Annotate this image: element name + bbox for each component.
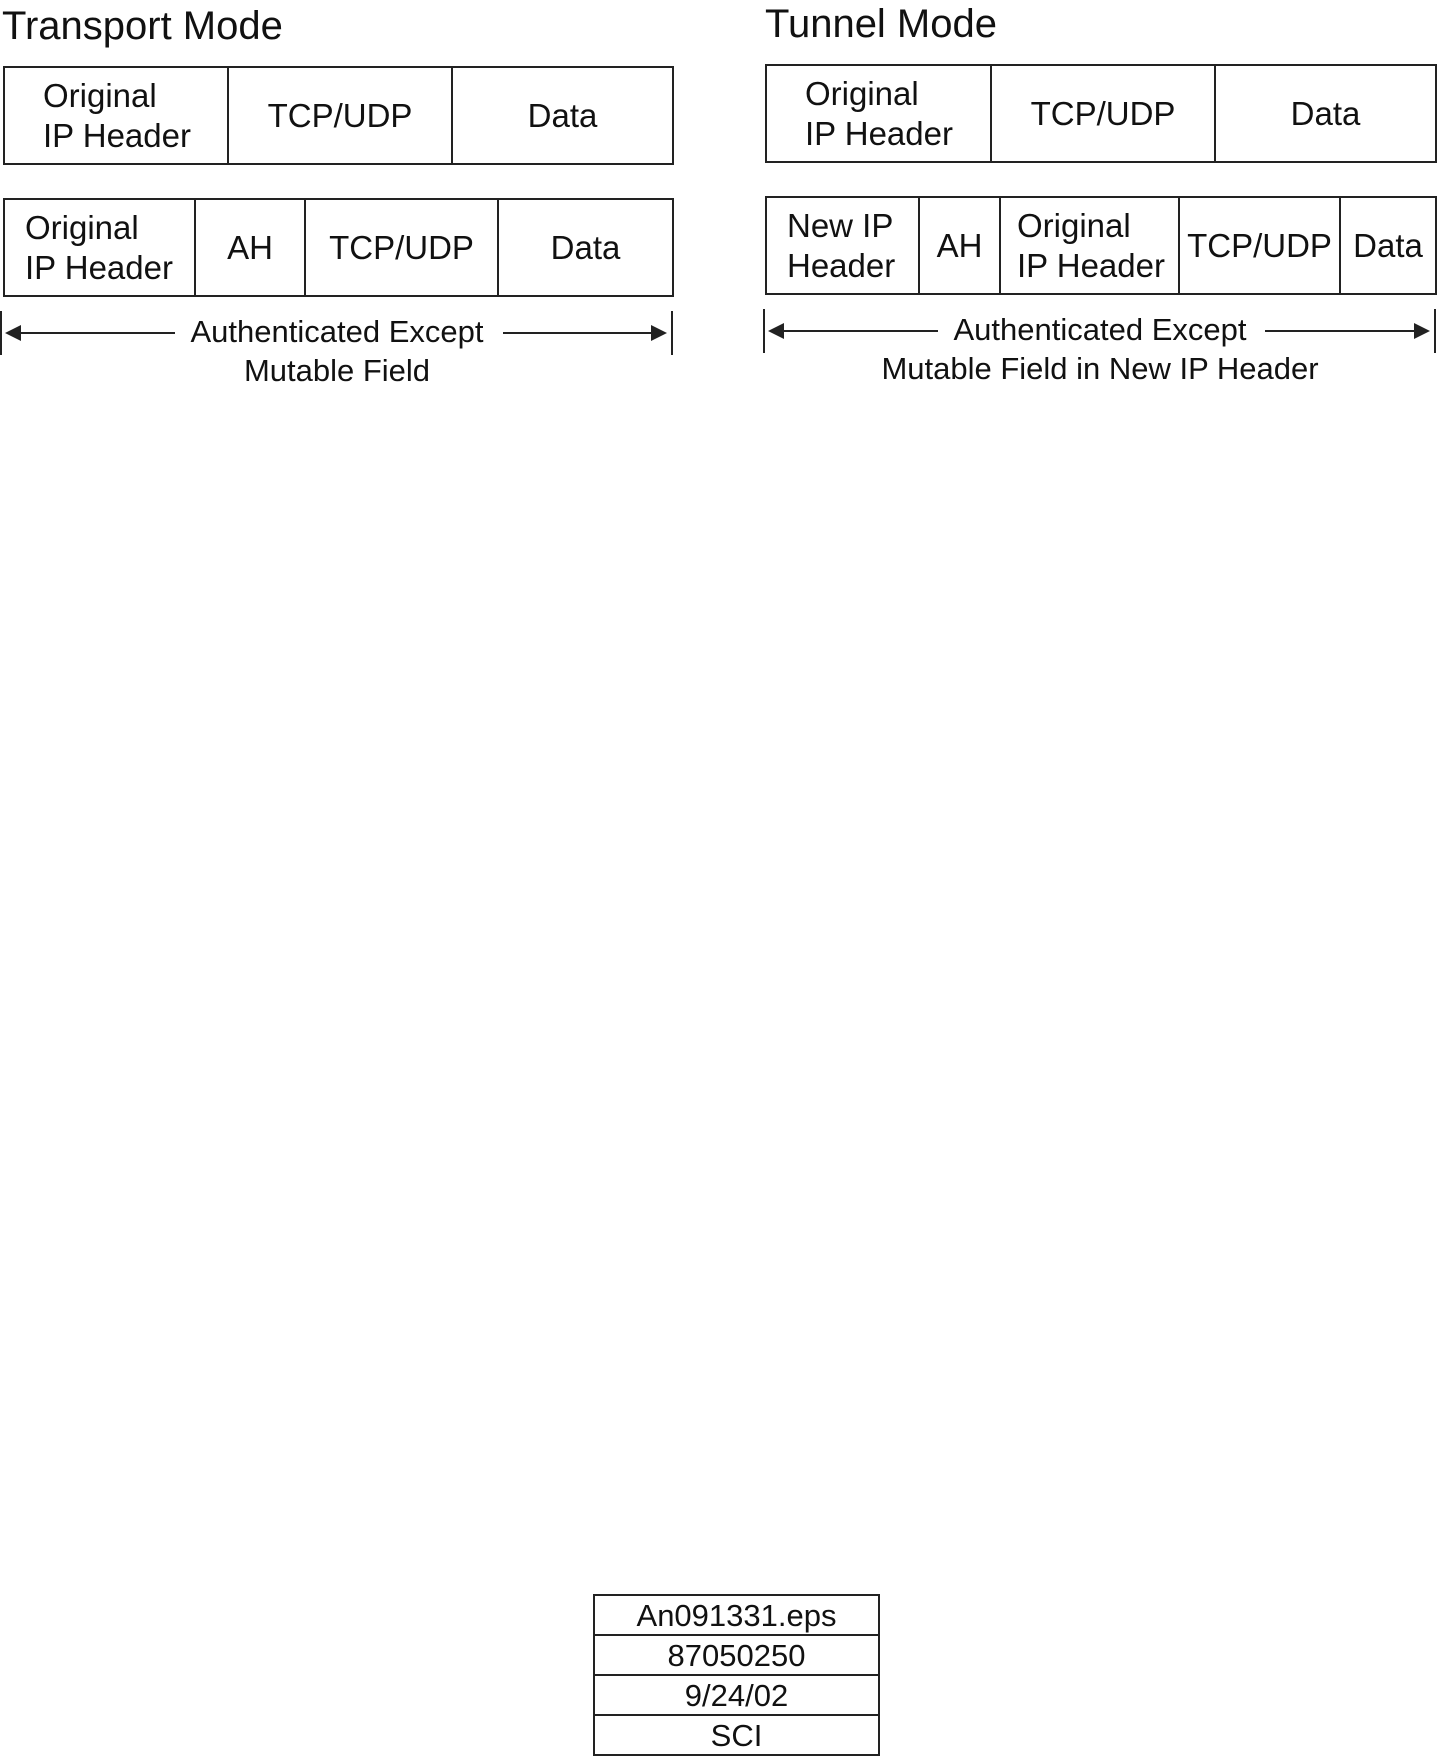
- packet-field-tcp-udp: TCP/UDP: [1180, 198, 1341, 293]
- tunnel-auth-caption: [763, 311, 1437, 389]
- packet-field-tcp-udp: TCP/UDP: [306, 200, 499, 295]
- packet-field-ah: AH: [196, 200, 306, 295]
- stamp-date: 9/24/02: [595, 1676, 878, 1716]
- transport-auth-caption: [0, 313, 674, 391]
- stamp-code: SCI: [710, 1717, 763, 1753]
- packet-field-ah: AH: [920, 198, 1001, 293]
- packet-field-original-ip-header: Original IP Header: [5, 68, 229, 163]
- packet-field-new-ip-header: New IP Header: [767, 198, 920, 293]
- packet-field-original-ip-header: Original IP Header: [767, 66, 992, 161]
- tunnel-mode-title: Tunnel Mode: [765, 2, 997, 46]
- stamp-filename: An091331.eps: [595, 1596, 878, 1636]
- tunnel-auth-line1: Authenticated Except: [953, 312, 1247, 347]
- packet-field-original-ip-header: Original IP Header: [1001, 198, 1180, 293]
- transport-auth-line1: Authenticated Except: [190, 314, 484, 349]
- tunnel-ah-packet: [765, 196, 1437, 295]
- transport-mode-title: Transport Mode: [2, 4, 283, 48]
- packet-field-data: Data: [1290, 94, 1361, 132]
- tunnel-original-packet: [765, 64, 1437, 163]
- packet-field-tcp-udp: TCP/UDP: [229, 68, 453, 163]
- figure-id-stamp: [593, 1594, 880, 1756]
- tunnel-auth-line2: Mutable Field in New IP Header: [881, 350, 1319, 386]
- packet-field-data: Data: [550, 228, 621, 266]
- transport-original-packet: [3, 66, 674, 165]
- packet-field-data: Data: [527, 96, 598, 134]
- packet-field-original-ip-header: Original IP Header: [5, 200, 196, 295]
- packet-field-tcp-udp: TCP/UDP: [992, 66, 1216, 161]
- transport-ah-packet: [3, 198, 674, 297]
- packet-field-data: Data: [1353, 226, 1423, 264]
- stamp-number: 87050250: [595, 1636, 878, 1676]
- transport-auth-line2: Mutable Field: [243, 352, 431, 388]
